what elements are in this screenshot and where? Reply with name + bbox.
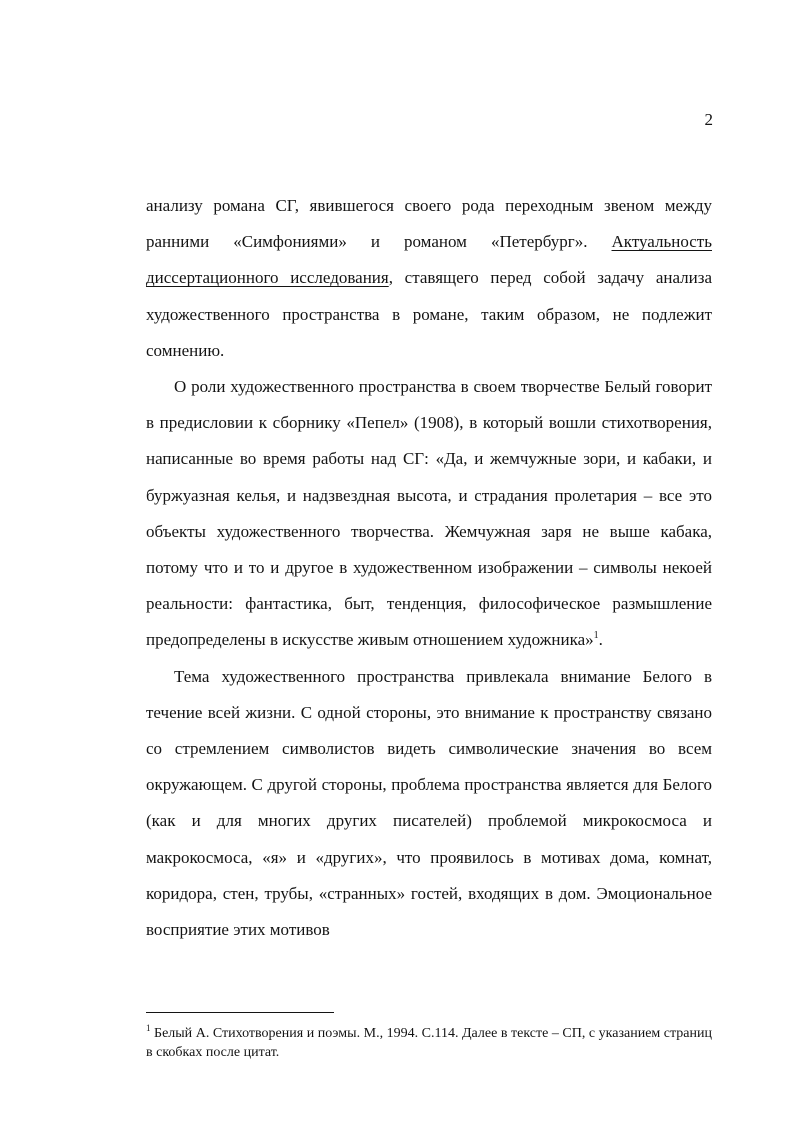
- paragraph-1: [146, 188, 712, 369]
- footnote-text: Белый А. Стихотворения и поэмы. М., 1994. С.114. Далее в тексте – СП, с указанием страниц в скобках после цитат.: [146, 1026, 712, 1060]
- paragraph-1-end: , ставящего перед собой задачу анализа художественного пространства в романе, таким образом, не подлежит сомнению.: [146, 268, 712, 360]
- paragraph-3-text: Тема художественного пространства привлекала внимание Белого в течение всей жизни. С одной стороны, это внимание к пространству связано со стремлением символистов видеть символические значения во всем окружающем. С другой стороны, проблема пространства является для Белого (как и для многих других писателей) проблемой микрокосмоса и макрокосмоса, «я» и «других», что проявилось в мотивах дома, комнат, коридора, стен, трубы, «странных» гостей, входящих в дом. Эмоциональное восприятие этих мотивов: [146, 666, 712, 940]
- paragraph-1-start: анализу романа СГ, явившегося своего рода переходным звеном между ранними «Симфониями» и романом «Петербург».: [146, 196, 712, 252]
- paragraph-2-text: О роли художественного пространства в своем творчестве Белый говорит в предисловии к сборнику «Пепел» (1908), в который вошли стихотворения, написанные во время работы над СГ: «Да, и жемчужные зори, и кабаки, и буржуазная келья, и надзвездная высота, и страдания пролетария – все это объекты художественного творчества. Жемчужная заря не выше кабака, потому что и то и другое в художественном изображении – символы некоей реальности: фантастика, быт, тенденция, философическое размышление предопределены в искусстве живым отношением художника»: [146, 377, 712, 650]
- body-text: [146, 188, 712, 948]
- page-number: 2: [704, 110, 713, 129]
- paragraph-2-end: .: [598, 630, 603, 650]
- footnote-divider: [146, 1012, 334, 1013]
- underlined-phrase: Актуальность диссертационного исследования: [146, 232, 712, 288]
- paragraph-2: [146, 369, 712, 659]
- footnote: [146, 1024, 712, 1062]
- paragraph-3: [146, 659, 712, 949]
- footnote-marker: 1: [146, 1023, 151, 1033]
- footnote-reference: 1: [593, 630, 599, 642]
